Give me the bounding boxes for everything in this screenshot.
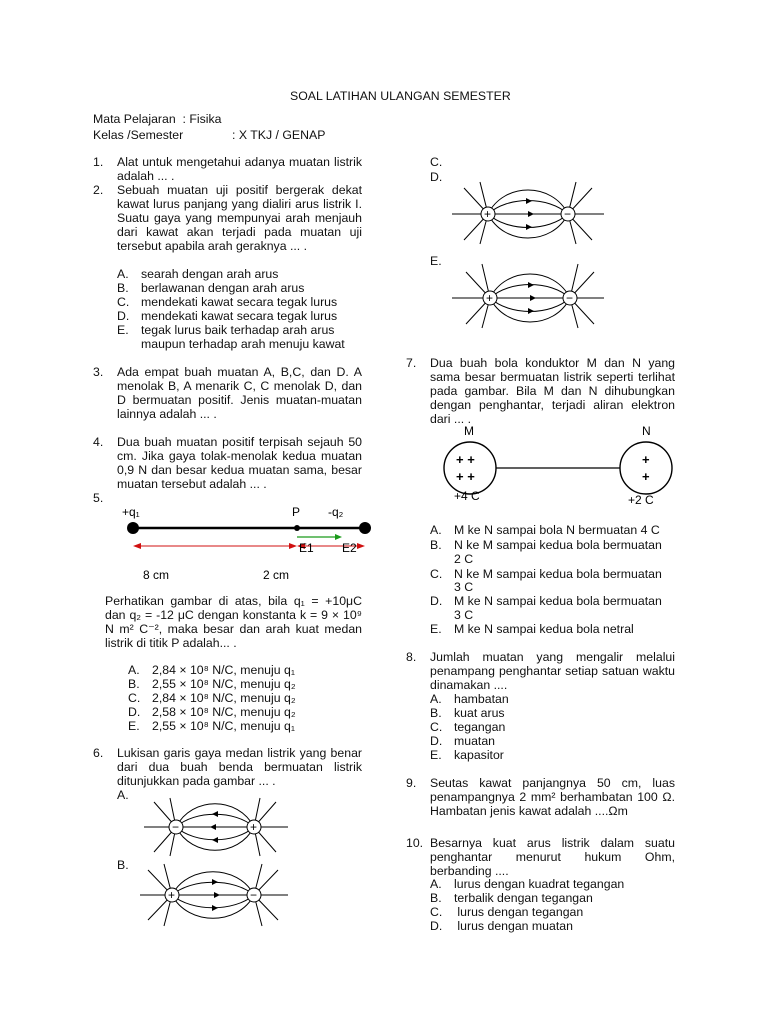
field-diagram-b [136, 862, 296, 928]
option: E. 2,55 × 10⁸ N/C, menuju q₁ [128, 719, 295, 733]
svg-text:+ +: + + [456, 469, 475, 484]
sphere-n [620, 442, 672, 494]
question-number: 10. [406, 836, 424, 850]
question-number: 4. [93, 435, 104, 449]
svg-text:+: + [486, 291, 494, 305]
svg-text:−: − [566, 291, 574, 305]
option: C. tegangan [430, 720, 506, 734]
svg-text:−: − [564, 207, 572, 221]
option: C. lurus dengan tegangan [430, 905, 584, 919]
label-m: M [464, 424, 474, 438]
class-value: : X TKJ / GENAP [232, 128, 326, 142]
label-e1: E1 [299, 541, 314, 555]
label-charge-m: +4 C [454, 489, 480, 503]
option: B. N ke M sampai kedua bola bermuatan [430, 538, 662, 552]
option: D. muatan [430, 734, 496, 748]
question-1-text: Alat untuk mengetahui adanya muatan listrik adalah ... . [117, 155, 362, 183]
label-charge-n: +2 C [628, 493, 654, 507]
option: C. mendekati kawat secara tegak lurus [117, 295, 338, 309]
option: C. 2,84 × 10⁸ N/C, menuju q₂ [128, 691, 296, 705]
option: D. lurus dengan muatan [430, 919, 573, 933]
svg-text:−: − [250, 888, 258, 902]
question-2-text: Sebuah muatan uji positif bergerak dekat kawat lurus panjang yang dialiri arus listrik I. Suatu gaya yang mempunyai arah menjauh dari kawat akan terjadi pada muatan uji tersebut apabila arah geraknya ... . [117, 183, 362, 253]
option: A. searah dengan arah arus [117, 267, 279, 281]
label-e2: E2 [342, 541, 357, 555]
question-4-text: Dua buah muatan positif terpisah sejauh 50 cm. Jika gaya tolak-menolak kedua muatan 0,9 N dan besar kedua muatan sama, besar muatan tersebut adalah ... . [117, 435, 362, 491]
figure-label-a: A. [117, 788, 129, 802]
label-p: P [292, 505, 301, 519]
figure-label-b: B. [117, 858, 129, 872]
svg-text:+: + [250, 820, 258, 834]
option: E. kapasitor [430, 748, 504, 762]
option: B. berlawanan dengan arah arus [117, 281, 305, 295]
option: A. lurus dengan kuadrat tegangan [430, 877, 625, 891]
option: E. M ke N sampai kedua bola netral [430, 622, 634, 636]
option: A. hambatan [430, 692, 509, 706]
question-3-text: Ada empat buah muatan A, B,C, dan D. A menolak B, A menarik C, C menolak D, dan D bermuatan positif. Jenis muatan-muatan lainnya adalah ... . [117, 365, 362, 421]
svg-text:+: + [484, 207, 492, 221]
question-number: 2. [93, 183, 104, 197]
charge-q1 [127, 522, 139, 534]
field-diagram-e [448, 262, 608, 330]
charge-line-figure [100, 500, 390, 590]
question-number: 5. [93, 491, 104, 505]
svg-text:+: + [642, 452, 650, 467]
question-5-text: Perhatikan gambar di atas, bila q₁ = +10μC dan q₂ = -12 μC dengan konstanta k = 9 × 10⁹ N m² C⁻², maka besar dan arah kuat medan listrik di titik P adalah... . [105, 594, 362, 650]
option: C. N ke M sampai kedua bola bermuatan [430, 567, 662, 581]
figure-label-e: E. [430, 254, 442, 268]
question-number: 1. [93, 155, 104, 169]
conductor-spheres-figure [440, 424, 700, 508]
svg-text:−: − [172, 820, 180, 834]
option: E. tegak lurus baik terhadap arah arus [117, 323, 335, 337]
question-number: 7. [406, 356, 417, 370]
option-continuation: maupun terhadap arah menuju kawat [141, 337, 345, 351]
label-distance-1: 8 cm [143, 568, 170, 582]
sphere-m [444, 442, 496, 494]
label-distance-2: 2 cm [263, 568, 290, 582]
question-6-text: Lukisan garis gaya medan listrik yang benar dari dua buah benda bermuatan listrik ditunjukkan pada gambar ... . [117, 746, 362, 788]
point-p [294, 525, 300, 531]
option: D. mendekati kawat secara tegak lurus [117, 309, 338, 323]
question-7-text: Dua buah bola konduktor M dan N yang sama besar bermuatan listrik seperti terlihat pada gambar. Bila M dan N dihubungkan dengan penghantar, terjadi aliran elektron dari ... . [430, 356, 675, 426]
class-label: Kelas /Semester [93, 128, 184, 142]
charge-q2 [359, 522, 371, 534]
option-continuation: 2 C [454, 552, 474, 566]
option: B. terbalik dengan tegangan [430, 891, 593, 905]
label-n: N [642, 424, 651, 438]
label-q2: -q₂ [328, 505, 344, 519]
svg-text:+ +: + + [456, 452, 475, 467]
subject-line: Mata Pelajaran : Fisika [93, 112, 222, 126]
field-diagram-a [140, 796, 296, 860]
question-9-text: Seutas kawat panjangnya 50 cm, luas penampangnya 2 mm² berhambatan 100 Ω. Hambatan jenis kawat adalah ....Ωm [430, 776, 675, 818]
question-number: 3. [93, 365, 104, 379]
svg-text:+: + [642, 469, 650, 484]
figure-label-c: C. [430, 155, 443, 169]
svg-text:+: + [168, 888, 176, 902]
question-8-text: Jumlah muatan yang mengalir melalui penampang penghantar setiap satuan waktu dinamakan .... [430, 650, 675, 692]
option-continuation: 3 C [454, 608, 474, 622]
field-diagram-d [448, 180, 608, 246]
page-title: SOAL LATIHAN ULANGAN SEMESTER [290, 89, 511, 103]
label-q1: +q₁ [122, 505, 140, 519]
figure-label-d: D. [430, 170, 443, 184]
question-number: 8. [406, 650, 417, 664]
option: D. M ke N sampai kedua bola bermuatan [430, 594, 662, 608]
option: D. 2,58 × 10⁸ N/C, menuju q₂ [128, 705, 296, 719]
option: A. M ke N sampai bola N bermuatan 4 C [430, 523, 660, 537]
question-number: 6. [93, 746, 104, 760]
option-continuation: 3 C [454, 580, 474, 594]
option: A. 2,84 × 10⁸ N/C, menuju q₁ [128, 663, 295, 677]
option: B. kuat arus [430, 706, 505, 720]
question-10-text: Besarnya kuat arus listrik dalam suatu penghantar menurut hukum Ohm, berbanding .... [430, 836, 675, 878]
option: B. 2,55 × 10⁸ N/C, menuju q₂ [128, 677, 296, 691]
question-number: 9. [406, 776, 417, 790]
